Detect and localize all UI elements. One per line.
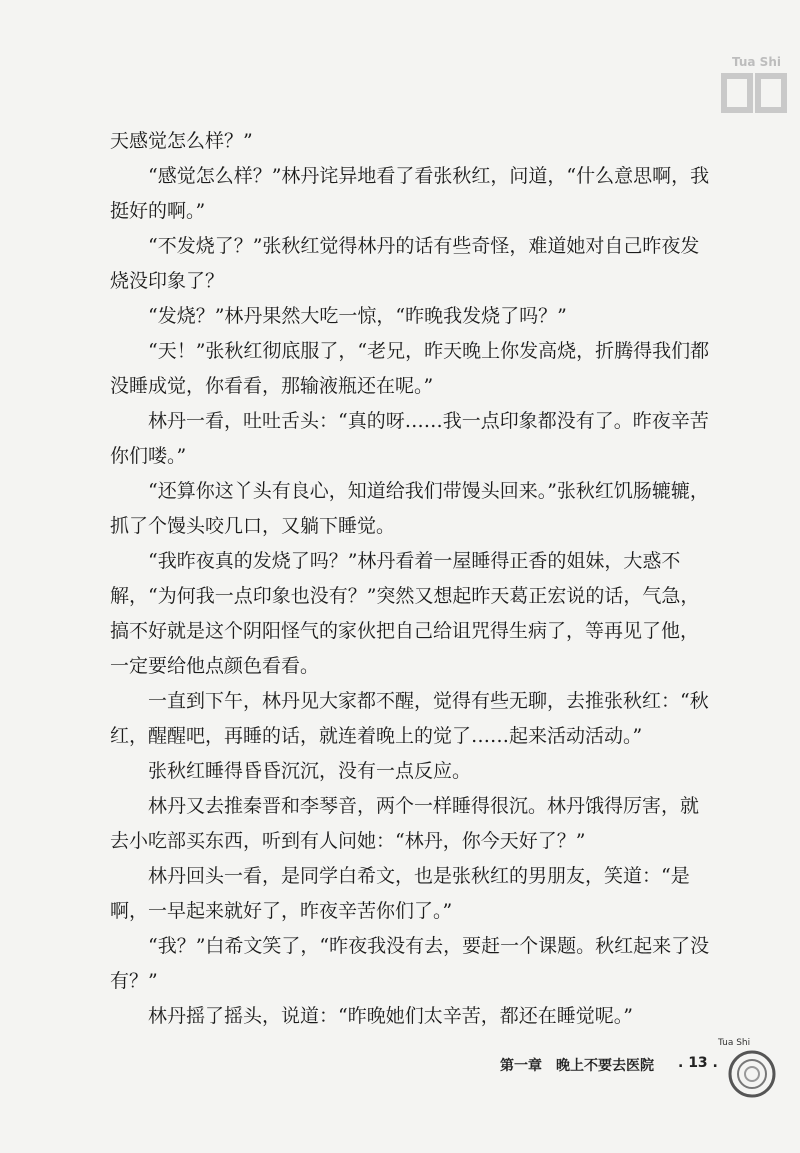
paragraph: 张秋红睡得昏昏沉沉，没有一点反应。 [110, 760, 472, 782]
page-number: . 13 . [678, 1055, 718, 1071]
paragraph: 林丹一看，吐吐舌头：“真的呀……我一点印象都没有了。昨夜辛苦你们喽。” [110, 410, 709, 467]
paragraph: 天感觉怎么样？” [110, 130, 253, 152]
footer-seal [718, 1038, 780, 1100]
paragraph: “我？”白希文笑了，“昨夜我没有去，要赶一个课题。秋红起来了没有？” [110, 935, 710, 992]
paragraph: “发烧？”林丹果然大吃一惊，“昨晚我发烧了吗？” [110, 305, 567, 327]
chapter-title: 第一章 晚上不要去医院 [500, 1058, 654, 1074]
corner-logo-graphic [720, 70, 790, 120]
paragraph: 林丹又去推秦晋和李琴音，两个一样睡得很沉。林丹饿得厉害，就去小吃部买东西，听到有人问她：“林丹，你今天好了？” [110, 795, 700, 852]
corner-logo-text: Tua Shi [732, 55, 781, 69]
body-text [110, 124, 710, 1034]
paragraph: “天！”张秋红彻底服了，“老兄，昨天晚上你发高烧，折腾得我们都没睡成觉，你看看，那输液瓶还在呢。” [110, 340, 710, 397]
seal-label: Tua Shi [718, 1038, 751, 1048]
paragraph: “还算你这丫头有良心，知道给我们带馒头回来。”张秋红饥肠辘辘，抓了个馒头咬几口，又躺下睡觉。 [110, 480, 709, 537]
paragraph: 林丹摇了摇头，说道：“昨晚她们太辛苦，都还在睡觉呢。” [110, 1005, 633, 1027]
paragraph: 林丹回头一看，是同学白希文，也是张秋红的男朋友，笑道：“是啊，一早起来就好了，昨夜辛苦你们了。” [110, 865, 690, 922]
paragraph: “不发烧了？”张秋红觉得林丹的话有些奇怪，难道她对自己昨夜发烧没印象了？ [110, 235, 700, 292]
paragraph: “我昨夜真的发烧了吗？”林丹看着一屋睡得正香的姐妹，大惑不解，“为何我一点印象也没有？”突然又想起昨天葛正宏说的话，气急，搞不好就是这个阴阳怪气的家伙把自己给诅咒得生病了，等再见了他，一定要给他点颜色看看。 [110, 550, 700, 677]
bleed-through-watermark [560, 0, 800, 120]
paragraph: 一直到下午，林丹见大家都不醒，觉得有些无聊，去推张秋红：“秋红，醒醒吧，再睡的话，就连着晚上的觉了……起来活动活动。” [110, 690, 709, 747]
paragraph: “感觉怎么样？”林丹诧异地看了看张秋红，问道，“什么意思啊，我挺好的啊。” [110, 165, 710, 222]
